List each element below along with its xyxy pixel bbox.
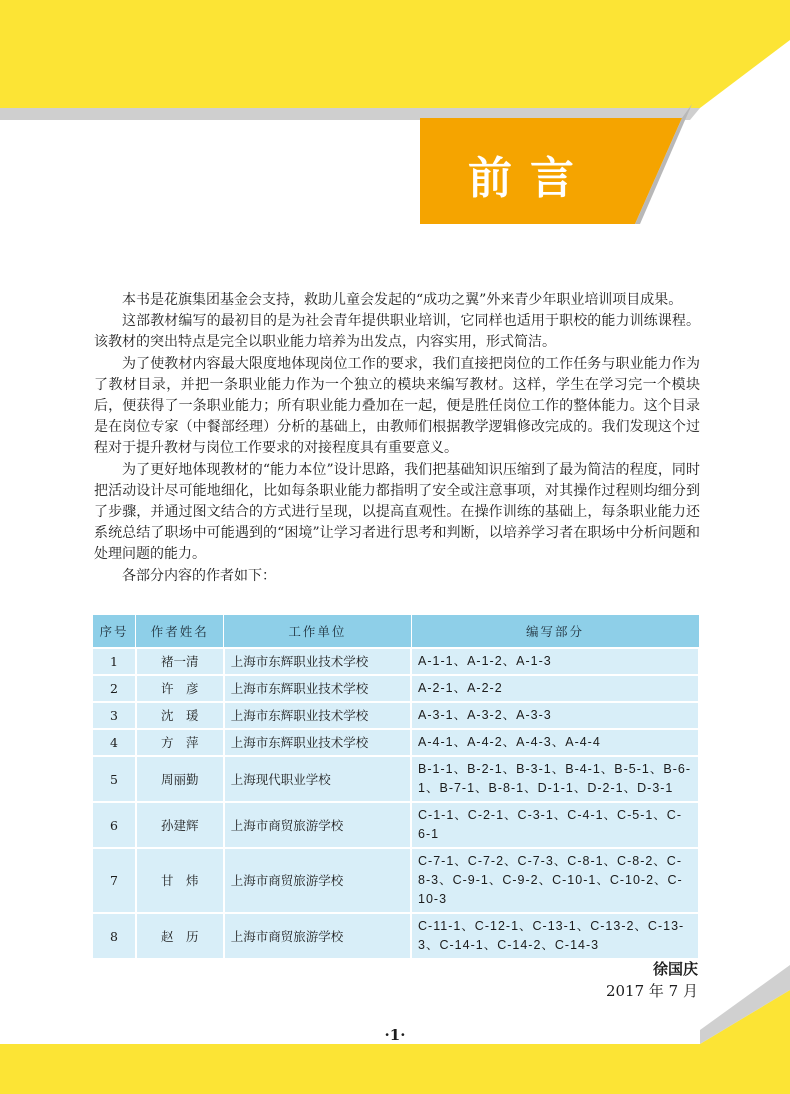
cell-name: 沈 瑗 bbox=[136, 702, 224, 729]
cell-parts: C-1-1、C-2-1、C-3-1、C-4-1、C-5-1、C-6-1 bbox=[411, 802, 699, 848]
table-row bbox=[92, 802, 699, 848]
cell-parts: A-1-1、A-1-2、A-1-3 bbox=[411, 648, 699, 675]
cell-no: 4 bbox=[92, 729, 136, 756]
cell-name: 孙建辉 bbox=[136, 802, 224, 848]
table-row bbox=[92, 756, 699, 802]
table-row bbox=[92, 675, 699, 702]
cell-no: 2 bbox=[92, 675, 136, 702]
table-row bbox=[92, 648, 699, 675]
cell-unit: 上海市东辉职业技术学校 bbox=[224, 648, 411, 675]
top-yellow-band bbox=[0, 0, 790, 108]
author-name: 徐国庆 bbox=[652, 960, 698, 978]
cell-no: 5 bbox=[92, 756, 136, 802]
table-header-row bbox=[92, 615, 699, 649]
paragraph: 为了更好地体现教材的“能力本位”设计思路，我们把基础知识压缩到了最为简洁的程度，同时把活动设计尽可能地细化，比如每条职业能力都指明了安全或注意事项，对其操作过程则均细分到了步骤，并通过图文结合的方式进行呈现，以提高直观性。在操作训练的基础上，每条职业能力还系统总结了职场中可能遇到的“困境”让学习者进行思考和判断，以培养学习者在职场中分析问题和处理问题的能力。 bbox=[94, 461, 700, 563]
table-row bbox=[92, 729, 699, 756]
header-no: 序号 bbox=[92, 615, 136, 649]
cell-unit: 上海市东辉职业技术学校 bbox=[224, 675, 411, 702]
cell-name: 甘 炜 bbox=[136, 848, 224, 913]
page-title: 前言 bbox=[468, 153, 592, 204]
signature-date: 2017 年 7 月 bbox=[605, 982, 698, 1000]
paragraph: 为了使教材内容最大限度地体现岗位工作的要求，我们直接把岗位的工作任务与职业能力作为了教材目录，并把一条职业能力作为一个独立的模块来编写教材。这样，学生在学习完一个模块后，便获得了一条职业能力；所有职业能力叠加在一起，便是胜任岗位工作的整体能力。这个目录是在岗位专家（中餐部经理）分析的基础上，由教师们根据教学逻辑修改完成的。我们发现这个过程对于提升教材与岗位工作要求的对接程度具有重要意义。 bbox=[94, 355, 700, 457]
cell-no: 6 bbox=[92, 802, 136, 848]
paragraph: 这部教材编写的最初目的是为社会青年提供职业培训，它同样也适用于职校的能力训练课程。该教材的突出特点是完全以职业能力培养为出发点，内容实用，形式简洁。 bbox=[94, 313, 700, 351]
cell-parts: A-4-1、A-4-2、A-4-3、A-4-4 bbox=[411, 729, 699, 756]
table-row bbox=[92, 702, 699, 729]
cell-no: 8 bbox=[92, 913, 136, 959]
paragraph: 本书是花旗集团基金会支持，救助儿童会发起的“成功之翼”外来青少年职业培训项目成果。 bbox=[122, 292, 683, 308]
header-name: 作者姓名 bbox=[136, 615, 224, 649]
cell-unit: 上海市东辉职业技术学校 bbox=[224, 729, 411, 756]
authors-table bbox=[91, 614, 700, 960]
cell-name: 褚一清 bbox=[136, 648, 224, 675]
header-unit: 工作单位 bbox=[224, 615, 411, 649]
cell-no: 3 bbox=[92, 702, 136, 729]
cell-name: 方 萍 bbox=[136, 729, 224, 756]
cell-parts: C-11-1、C-12-1、C-13-1、C-13-2、C-13-3、C-14-1、C-14-2、C-14-3 bbox=[411, 913, 699, 959]
cell-unit: 上海市商贸旅游学校 bbox=[224, 802, 411, 848]
paragraph: 各部分内容的作者如下： bbox=[122, 567, 276, 584]
cell-unit: 上海市商贸旅游学校 bbox=[224, 913, 411, 959]
cell-parts: C-7-1、C-7-2、C-7-3、C-8-1、C-8-2、C-8-3、C-9-1、C-9-2、C-10-1、C-10-2、C-10-3 bbox=[411, 848, 699, 913]
cell-name: 周丽勤 bbox=[136, 756, 224, 802]
signature-block bbox=[606, 958, 698, 1002]
page-number: ·1· bbox=[384, 1026, 406, 1044]
table-row bbox=[92, 913, 699, 959]
cell-unit: 上海市东辉职业技术学校 bbox=[224, 702, 411, 729]
table-row bbox=[92, 848, 699, 913]
cell-name: 许 彦 bbox=[136, 675, 224, 702]
cell-no: 1 bbox=[92, 648, 136, 675]
cell-parts: A-3-1、A-3-2、A-3-3 bbox=[411, 702, 699, 729]
cell-parts: A-2-1、A-2-2 bbox=[411, 675, 699, 702]
cell-unit: 上海市商贸旅游学校 bbox=[224, 848, 411, 913]
cell-no: 7 bbox=[92, 848, 136, 913]
cell-unit: 上海现代职业学校 bbox=[224, 756, 411, 802]
header-parts: 编写部分 bbox=[411, 615, 699, 649]
preface-body bbox=[94, 290, 700, 587]
cell-name: 赵 历 bbox=[136, 913, 224, 959]
cell-parts: B-1-1、B-2-1、B-3-1、B-4-1、B-5-1、B-6-1、B-7-1、B-8-1、D-1-1、D-2-1、D-3-1 bbox=[411, 756, 699, 802]
